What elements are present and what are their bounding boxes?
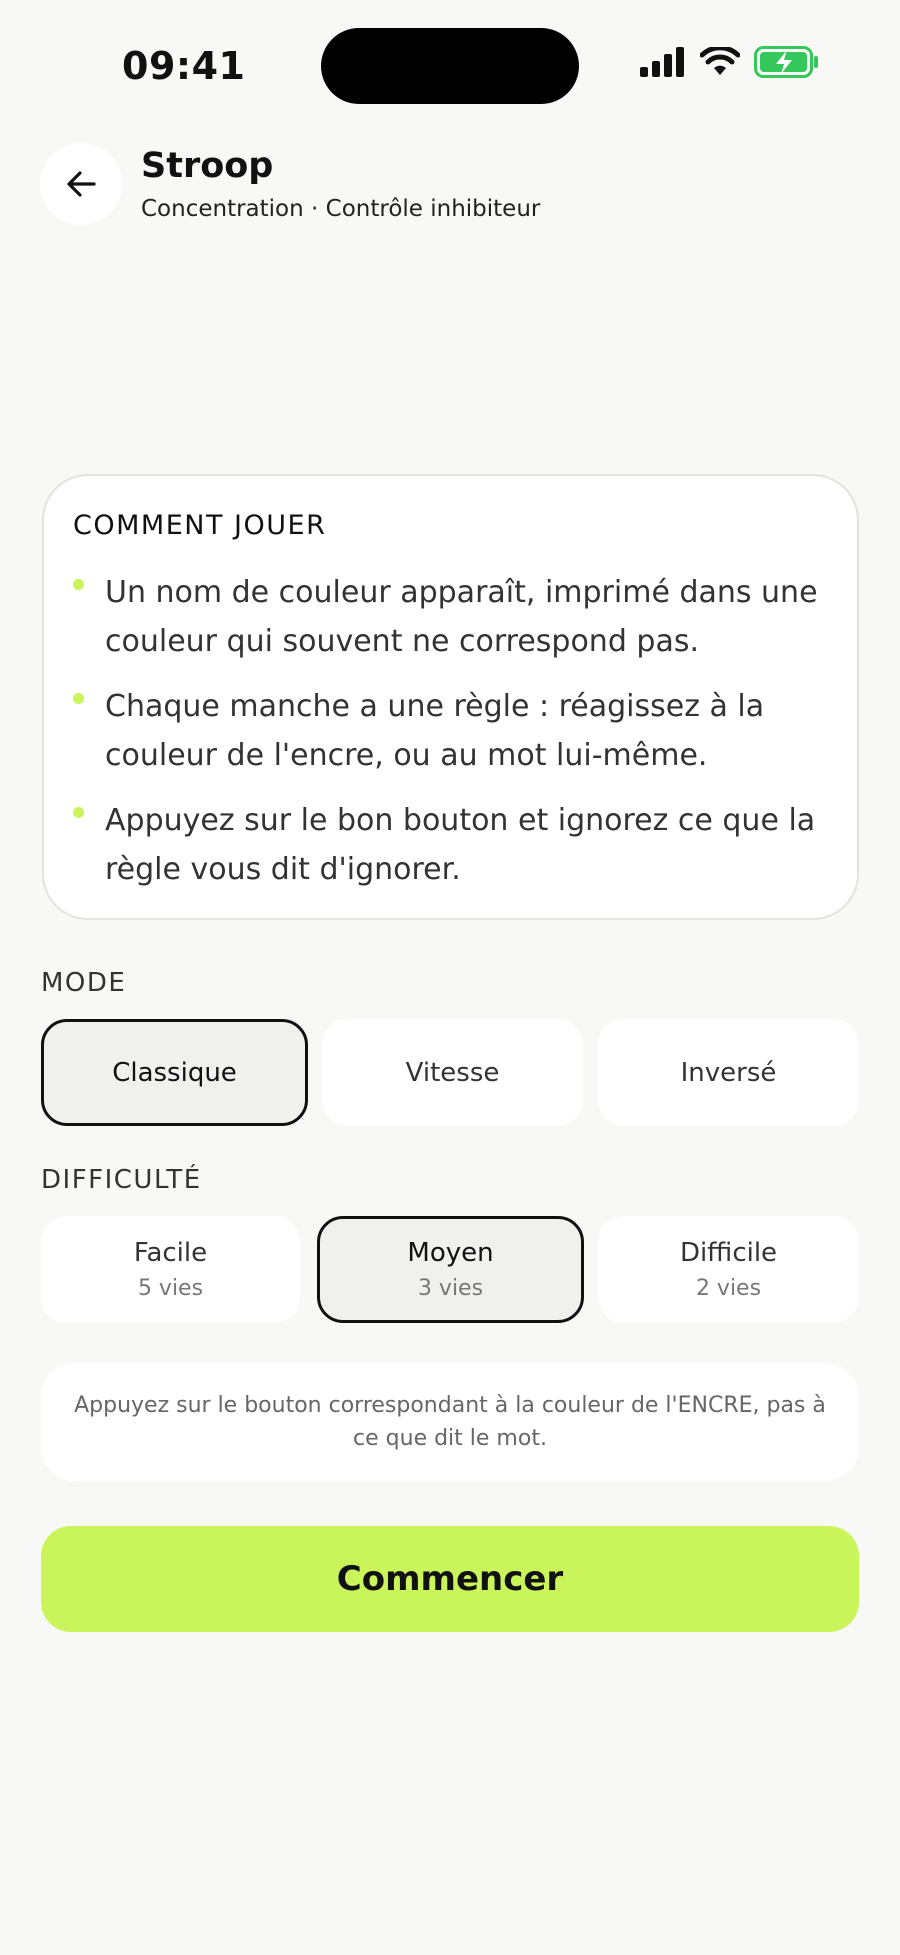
how-to-play-heading: COMMENT JOUER xyxy=(73,510,327,541)
how-to-play-card xyxy=(42,474,859,920)
status-bar xyxy=(0,0,900,130)
mode-option-classique[interactable] xyxy=(41,1019,308,1126)
mode-option-label: Vitesse xyxy=(405,1057,500,1088)
instruction-item xyxy=(73,796,833,894)
page-title: Stroop xyxy=(141,146,274,186)
instructions-list xyxy=(73,568,833,910)
mode-option-vitesse[interactable] xyxy=(322,1019,583,1126)
difficulty-option-difficile[interactable] xyxy=(598,1216,859,1323)
mode-label: MODE xyxy=(41,968,127,998)
difficulty-option-lives: 3 vies xyxy=(417,1276,484,1301)
difficulty-option-lives: 5 vies xyxy=(137,1276,204,1301)
mode-hint: Appuyez sur le bouton correspondant à la couleur de l'ENCRE, pas à ce que dit le mot. xyxy=(41,1363,859,1481)
mode-option-inverse[interactable] xyxy=(598,1019,859,1126)
mode-option-label: Inversé xyxy=(680,1057,777,1088)
instruction-text: Chaque manche a une règle : réagissez à la couleur de l'encre, ou au mot lui-même. xyxy=(105,689,765,773)
instruction-text: Appuyez sur le bon bouton et ignorez ce que la règle vous dit d'ignorer. xyxy=(105,803,816,887)
status-icons xyxy=(640,46,820,78)
signal-icon xyxy=(640,47,686,77)
page-subtitle: Concentration · Contrôle inhibiteur xyxy=(141,196,541,222)
difficulty-option-label: Difficile xyxy=(679,1238,778,1268)
arrow-left-icon xyxy=(64,167,98,201)
difficulty-option-facile[interactable] xyxy=(41,1216,300,1323)
instruction-item xyxy=(73,568,833,666)
instruction-item xyxy=(73,682,833,780)
wifi-icon xyxy=(700,47,740,77)
difficulty-option-label: Facile xyxy=(133,1238,208,1268)
difficulty-option-lives: 2 vies xyxy=(695,1276,762,1301)
back-button[interactable] xyxy=(40,143,122,225)
start-button[interactable]: Commencer xyxy=(41,1526,859,1632)
battery-charging-icon xyxy=(754,46,820,78)
difficulty-option-moyen[interactable] xyxy=(317,1216,584,1323)
difficulty-option-label: Moyen xyxy=(407,1238,494,1268)
mode-option-label: Classique xyxy=(112,1057,237,1088)
bullet-dot-icon xyxy=(73,807,84,818)
dynamic-island xyxy=(321,28,579,104)
instruction-text: Un nom de couleur apparaît, imprimé dans une couleur qui souvent ne correspond pas. xyxy=(105,575,818,659)
bullet-dot-icon xyxy=(73,693,84,704)
bullet-dot-icon xyxy=(73,579,84,590)
status-time: 09:41 xyxy=(122,44,246,88)
difficulty-label: DIFFICULTÉ xyxy=(41,1165,202,1195)
